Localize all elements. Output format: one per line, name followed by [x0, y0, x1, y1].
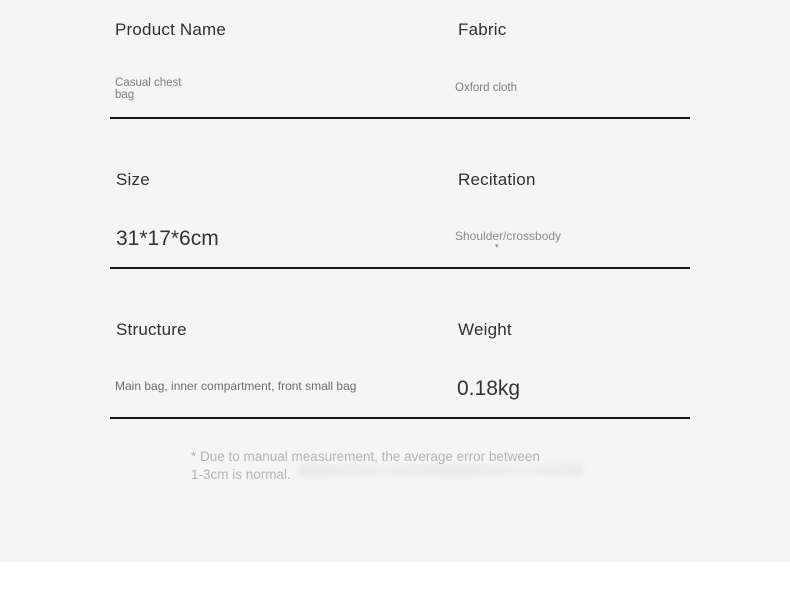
- spec-value-recitation: Shoulder/crossbody: [455, 229, 562, 243]
- row-divider: [110, 417, 690, 419]
- spec-label-recitation: Recitation: [458, 170, 536, 189]
- row-divider: [110, 267, 690, 269]
- spec-value-structure: Main bag, inner compartment, front small bag: [115, 379, 357, 393]
- tiny-caret-artifact: ▾: [495, 243, 499, 250]
- spec-value-weight: 0.18kg: [457, 377, 521, 400]
- translation-smudge-artifact: [298, 464, 583, 477]
- row-divider: [110, 117, 690, 119]
- bottom-white-strip: [0, 562, 790, 598]
- spec-label-product-name: Product Name: [115, 20, 227, 39]
- spec-label-weight: Weight: [458, 320, 512, 339]
- disclaimer-line-1: * Due to manual measurement, the average error between: [191, 449, 540, 464]
- spec-label-size: Size: [116, 170, 150, 189]
- spec-label-structure: Structure: [116, 320, 187, 339]
- spec-value-size: 31*17*6cm: [116, 227, 219, 250]
- spec-label-fabric: Fabric: [458, 20, 507, 39]
- spec-value-fabric: Oxford cloth: [455, 82, 517, 94]
- disclaimer-line-2: 1-3cm is normal.: [191, 466, 291, 482]
- spec-value-product-name: Casual chest bag: [115, 77, 185, 101]
